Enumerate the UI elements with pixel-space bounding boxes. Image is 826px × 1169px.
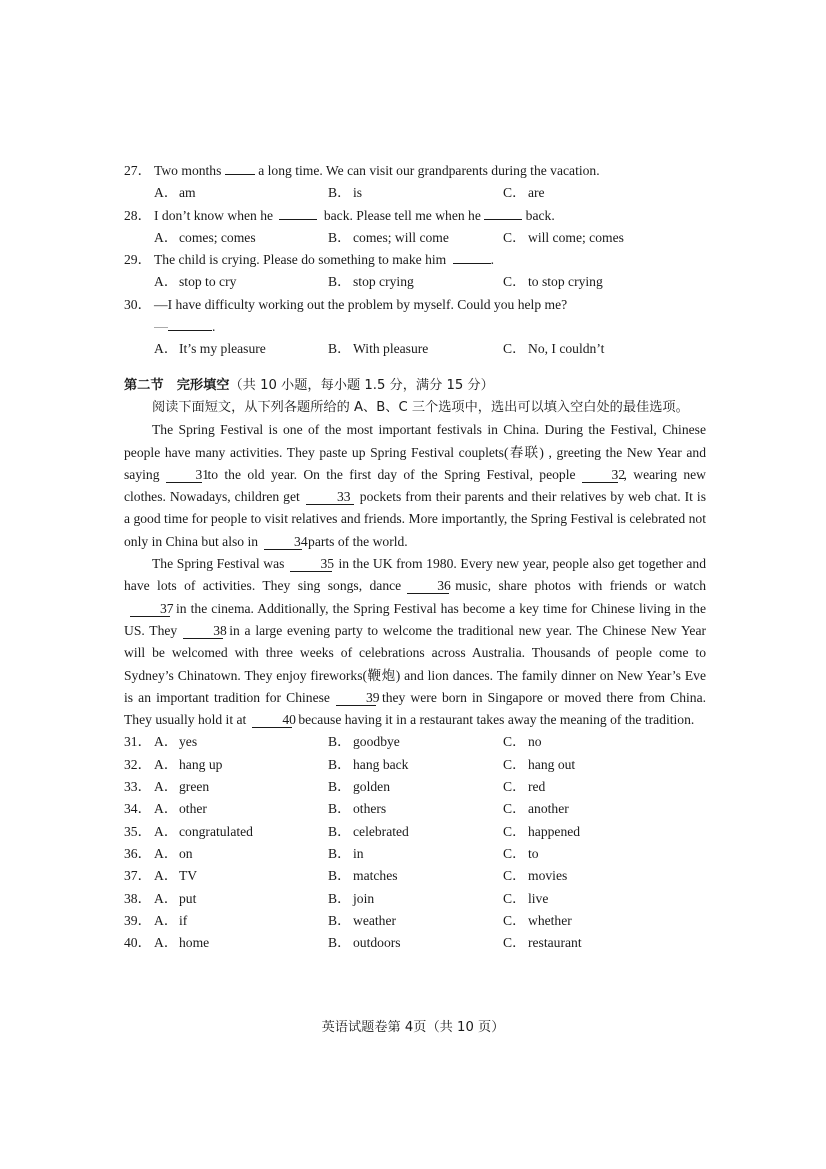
option-label: C． bbox=[503, 912, 526, 928]
option-c[interactable] bbox=[503, 271, 603, 293]
option-b[interactable] bbox=[328, 754, 408, 776]
option-text: hang up bbox=[179, 756, 223, 772]
option-text: red bbox=[528, 779, 546, 795]
passage-text: to the old year. On the first day of the Spring Festival, people bbox=[207, 466, 576, 482]
option-text: are bbox=[528, 185, 545, 201]
passage-text: parts of the world. bbox=[308, 533, 408, 549]
option-text: comes; comes bbox=[179, 229, 256, 245]
passage-text: in the cinema. Additionally, the Spring Festival has become a key time for Chinese living in the US. They bbox=[124, 600, 706, 638]
question-number: 39． bbox=[124, 912, 152, 928]
option-text: goodbye bbox=[353, 734, 400, 750]
option-text: live bbox=[528, 890, 549, 906]
option-text: am bbox=[179, 185, 196, 201]
option-text: hang out bbox=[528, 756, 576, 772]
blank-36: 36 bbox=[407, 578, 449, 594]
answer-blank bbox=[225, 160, 255, 175]
option-label: C． bbox=[503, 823, 526, 839]
question-29 bbox=[124, 249, 706, 294]
option-label: C． bbox=[503, 779, 526, 795]
option-a[interactable] bbox=[154, 271, 236, 293]
option-label: B． bbox=[328, 779, 351, 795]
option-label: B． bbox=[328, 823, 351, 839]
option-label: A． bbox=[154, 801, 178, 817]
option-text: weather bbox=[353, 912, 397, 928]
question-30 bbox=[124, 294, 706, 361]
option-c[interactable] bbox=[503, 227, 624, 249]
question-number: 27． bbox=[124, 163, 152, 178]
option-label: B． bbox=[328, 341, 351, 357]
passage-paragraph-2 bbox=[124, 553, 706, 731]
option-a[interactable] bbox=[124, 754, 222, 776]
option-label: A． bbox=[154, 779, 178, 795]
option-label: A． bbox=[154, 229, 178, 245]
option-label: C． bbox=[503, 185, 526, 201]
cloze-question-row bbox=[124, 910, 706, 932]
passage-text: pockets from their parents and their relatives by web chat. It is a good time for people to visit relatives and friends. More importantly, the Spring Festival is celebrated not only in China but also in bbox=[124, 489, 706, 549]
option-b[interactable] bbox=[328, 776, 390, 798]
option-b[interactable] bbox=[328, 182, 362, 204]
option-text: if bbox=[179, 912, 188, 928]
cloze-question-row bbox=[124, 798, 706, 820]
option-label: B． bbox=[328, 801, 351, 817]
question-number: 37． bbox=[124, 868, 152, 884]
reply-line bbox=[124, 316, 706, 338]
option-a[interactable] bbox=[154, 227, 256, 249]
stem-text: . bbox=[490, 252, 495, 268]
option-b[interactable] bbox=[328, 910, 396, 932]
option-b[interactable] bbox=[328, 271, 414, 293]
option-text: congratulated bbox=[179, 823, 253, 839]
option-b[interactable] bbox=[328, 932, 401, 954]
question-number: 30． bbox=[124, 296, 152, 312]
option-label: B． bbox=[328, 868, 351, 884]
option-text: happened bbox=[528, 823, 581, 839]
question-number: 31． bbox=[124, 734, 152, 750]
option-label: C． bbox=[503, 845, 526, 861]
passage-text: they were born in Singapore or moved there from China. They usually hold it at bbox=[124, 689, 706, 728]
option-c[interactable] bbox=[503, 798, 569, 820]
option-a[interactable] bbox=[154, 338, 266, 360]
question-stem bbox=[124, 249, 706, 271]
option-label: C． bbox=[503, 229, 526, 245]
option-b[interactable] bbox=[328, 888, 374, 910]
option-c[interactable] bbox=[503, 865, 567, 887]
option-c[interactable] bbox=[503, 888, 548, 910]
option-label: A． bbox=[154, 912, 178, 928]
stem-text: a long time. We can visit our grandparents during the vacation. bbox=[254, 163, 600, 178]
blank-35: 35 bbox=[290, 556, 332, 572]
stem-text: The child is crying. Please do something to make him bbox=[154, 252, 450, 268]
option-a[interactable] bbox=[124, 932, 209, 954]
passage-text: The Spring Festival was bbox=[152, 556, 285, 572]
question-number: 38． bbox=[124, 890, 152, 906]
option-text: is bbox=[353, 185, 363, 201]
option-label: A． bbox=[154, 756, 178, 772]
blank-31: 31 bbox=[166, 467, 202, 483]
stem-text: —I have difficulty working out the problem by myself. Could you help me? bbox=[154, 296, 568, 312]
option-label: A． bbox=[154, 274, 178, 290]
blank-34: 34 bbox=[264, 534, 302, 550]
option-b[interactable] bbox=[328, 865, 398, 887]
answer-blank bbox=[279, 205, 317, 220]
options-row bbox=[124, 338, 706, 360]
option-text: put bbox=[179, 890, 197, 906]
option-label: A． bbox=[154, 845, 178, 861]
option-label: A． bbox=[154, 890, 178, 906]
cloze-question-row bbox=[124, 731, 706, 753]
option-label: A． bbox=[154, 823, 178, 839]
stem-text: back. bbox=[522, 207, 555, 223]
option-label: B． bbox=[328, 734, 351, 750]
option-text: whether bbox=[528, 912, 572, 928]
option-label: B． bbox=[328, 935, 351, 951]
stem-text: . bbox=[212, 319, 216, 335]
option-text: No, I couldn’t bbox=[528, 341, 605, 357]
option-a[interactable] bbox=[124, 843, 193, 865]
option-b[interactable] bbox=[328, 821, 409, 843]
option-c[interactable] bbox=[503, 932, 582, 954]
option-label: C． bbox=[503, 890, 526, 906]
option-text: will come; comes bbox=[528, 229, 624, 245]
question-number: 35． bbox=[124, 823, 152, 839]
option-label: C． bbox=[503, 868, 526, 884]
option-label: A． bbox=[154, 868, 178, 884]
option-text: movies bbox=[528, 868, 568, 884]
option-text: restaurant bbox=[528, 935, 582, 951]
option-text: in bbox=[353, 845, 364, 861]
option-c[interactable] bbox=[503, 182, 545, 204]
option-b[interactable] bbox=[328, 843, 364, 865]
question-number: 34． bbox=[124, 801, 152, 817]
option-text: home bbox=[179, 935, 210, 951]
option-text: comes; will come bbox=[353, 229, 449, 245]
passage-text: , wearing new clothes. Nowadays, children get bbox=[124, 466, 706, 505]
stem-text: I don’t know when he bbox=[154, 207, 277, 223]
option-text: TV bbox=[179, 868, 198, 884]
question-stem bbox=[124, 294, 706, 316]
option-label: C． bbox=[503, 801, 526, 817]
question-stem bbox=[124, 205, 706, 227]
blank-40: 40 bbox=[252, 712, 292, 728]
answer-blank bbox=[484, 205, 522, 220]
option-c[interactable] bbox=[503, 338, 604, 360]
option-c[interactable] bbox=[503, 731, 542, 753]
passage-text: in a large evening party to welcome the traditional new year. The Chinese New Year will be welcomed with three weeks of celebrations across Australia. Thousands of people come to Sydney’s Chinatown. They enjoy fireworks(鞭炮) and lion dances. The family dinner on New Year’s Eve is an important tradition for Chinese bbox=[124, 622, 707, 705]
option-label: B． bbox=[328, 185, 351, 201]
question-number: 29． bbox=[124, 252, 152, 268]
option-c[interactable] bbox=[503, 776, 545, 798]
blank-32: 32 bbox=[582, 467, 618, 483]
blank-37: 37 bbox=[130, 601, 170, 617]
option-text: With pleasure bbox=[353, 341, 429, 357]
question-27 bbox=[124, 160, 706, 205]
option-a[interactable] bbox=[124, 821, 253, 843]
option-a[interactable] bbox=[154, 182, 196, 204]
option-c[interactable] bbox=[503, 754, 575, 776]
option-text: another bbox=[528, 801, 569, 817]
cloze-question-row bbox=[124, 888, 706, 910]
option-text: other bbox=[179, 801, 207, 817]
option-text: hang back bbox=[353, 756, 409, 772]
option-label: B． bbox=[328, 890, 351, 906]
option-text: outdoors bbox=[353, 935, 401, 951]
question-number: 40． bbox=[124, 935, 152, 951]
blank-38: 38 bbox=[183, 623, 223, 639]
option-label: A． bbox=[154, 341, 178, 357]
option-text: stop crying bbox=[353, 274, 414, 290]
option-label: C． bbox=[503, 935, 526, 951]
option-text: join bbox=[353, 890, 375, 906]
passage-text: because having it in a restaurant takes away the meaning of the tradition. bbox=[298, 712, 695, 728]
passage-text: The Spring Festival is one of the most important festivals in China. During the Festival, Chinese people have many activities. They paste up Spring Festival couplets(春联) , greeting the New Year and saying bbox=[124, 422, 706, 482]
options-row bbox=[124, 227, 706, 249]
cloze-question-row bbox=[124, 776, 706, 798]
option-label: B． bbox=[328, 912, 351, 928]
blank-33: 33 bbox=[306, 489, 354, 505]
option-b[interactable] bbox=[328, 731, 400, 753]
passage-text: in the UK from 1980. Every new year, people also get together and have lots of activities. They sing songs, dance bbox=[124, 556, 706, 594]
option-text: stop to cry bbox=[179, 274, 237, 290]
option-label: B． bbox=[328, 845, 351, 861]
option-label: B． bbox=[328, 756, 351, 772]
option-text: to bbox=[528, 845, 539, 861]
option-label: A． bbox=[154, 185, 178, 201]
option-a[interactable] bbox=[124, 910, 187, 932]
option-text: on bbox=[179, 845, 193, 861]
section-heading bbox=[124, 375, 706, 397]
option-a[interactable] bbox=[124, 776, 209, 798]
page-content bbox=[124, 160, 706, 954]
passage-text: music, share photos with friends or watch bbox=[455, 578, 706, 594]
option-label: C． bbox=[503, 341, 526, 357]
option-b[interactable] bbox=[328, 227, 449, 249]
question-number: 33． bbox=[124, 779, 152, 795]
option-text: It’s my pleasure bbox=[179, 341, 266, 357]
option-text: to stop crying bbox=[528, 274, 603, 290]
option-label: C． bbox=[503, 274, 526, 290]
option-a[interactable] bbox=[124, 865, 197, 887]
option-a[interactable] bbox=[124, 798, 207, 820]
cloze-question-row bbox=[124, 754, 706, 776]
options-row bbox=[124, 271, 706, 293]
option-text: others bbox=[353, 801, 387, 817]
cloze-question-row bbox=[124, 932, 706, 954]
cloze-question-row bbox=[124, 821, 706, 843]
option-a[interactable] bbox=[124, 888, 196, 910]
option-label: B． bbox=[328, 274, 351, 290]
option-a[interactable] bbox=[124, 731, 197, 753]
option-text: green bbox=[179, 779, 210, 795]
options-row bbox=[124, 182, 706, 204]
option-label: C． bbox=[503, 734, 526, 750]
question-28 bbox=[124, 205, 706, 250]
option-label: A． bbox=[154, 935, 178, 951]
option-c[interactable] bbox=[503, 843, 539, 865]
answer-blank bbox=[168, 316, 212, 331]
cloze-question-row bbox=[124, 865, 706, 887]
section-subtitle: （共 10 小题，每小题 1.5 分，满分 15 分） bbox=[229, 377, 494, 393]
option-label: B． bbox=[328, 229, 351, 245]
option-c[interactable] bbox=[503, 821, 580, 843]
question-number: 28． bbox=[124, 207, 152, 223]
option-c[interactable] bbox=[503, 910, 572, 932]
option-text: matches bbox=[353, 868, 398, 884]
stem-text: back. Please tell me when he bbox=[320, 207, 485, 223]
question-number: 32． bbox=[124, 756, 152, 772]
section-title: 第二节 完形填空 bbox=[124, 377, 230, 393]
option-label: C． bbox=[503, 756, 526, 772]
stem-text: Two months bbox=[154, 163, 225, 178]
page-footer: 英语试题卷第 4页（共 10 页） bbox=[321, 1020, 505, 1035]
option-text: golden bbox=[353, 779, 390, 795]
option-text: yes bbox=[179, 734, 198, 750]
option-text: no bbox=[528, 734, 542, 750]
option-b[interactable] bbox=[328, 798, 386, 820]
blank-39: 39 bbox=[336, 690, 376, 706]
cloze-options-list bbox=[124, 731, 706, 954]
passage-paragraph-1 bbox=[124, 419, 706, 553]
option-b[interactable] bbox=[328, 338, 428, 360]
answer-blank bbox=[453, 249, 491, 264]
section-instructions: 阅读下面短文，从下列各题所给的 A、B、C 三个选项中，选出可以填入空白处的最佳选项。 bbox=[152, 399, 689, 415]
option-label: A． bbox=[154, 734, 178, 750]
option-text: celebrated bbox=[353, 823, 409, 839]
cloze-question-row bbox=[124, 843, 706, 865]
question-number: 36． bbox=[124, 845, 152, 861]
question-stem bbox=[124, 160, 706, 182]
dash-mark bbox=[154, 327, 168, 328]
